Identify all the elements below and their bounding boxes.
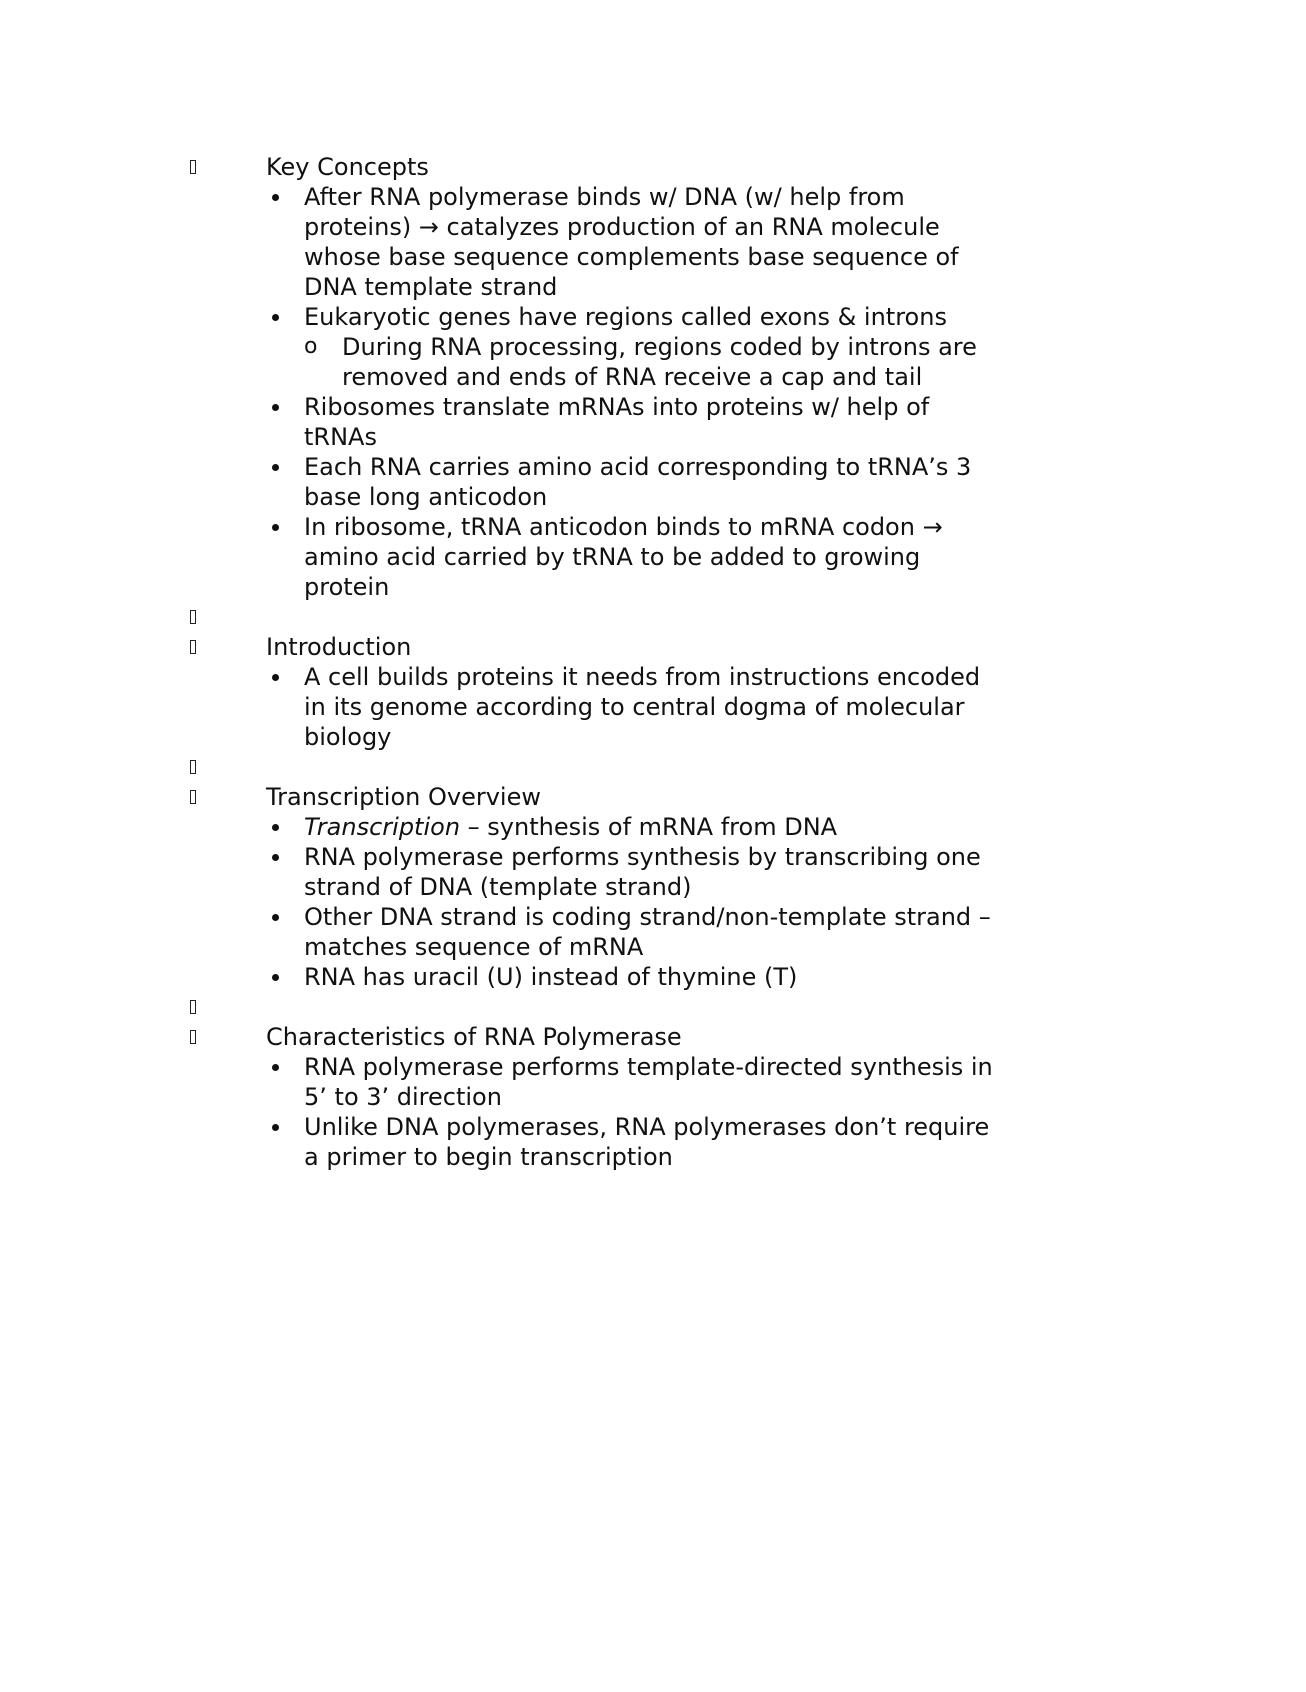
blank-line <box>190 752 1140 782</box>
list-item <box>190 812 994 842</box>
key-concepts-list <box>190 182 1140 602</box>
heading-text: Key Concepts <box>266 153 429 181</box>
list-item-text: In ribosome, tRNA anticodon binds to mRNA codon → amino acid carried by tRNA to be added to growing protein <box>304 513 943 601</box>
box-glyph-icon <box>190 610 196 624</box>
bullet-icon <box>272 1124 279 1131</box>
list-item <box>190 302 994 392</box>
bullet-icon <box>272 914 279 921</box>
list-item-text: Other DNA strand is coding strand/non-template strand – matches sequence of mRNA <box>304 903 991 961</box>
box-glyph-icon <box>190 640 196 654</box>
bullet-icon <box>272 194 279 201</box>
bullet-icon <box>272 974 279 981</box>
list-item-text: A cell builds proteins it needs from instructions encoded in its genome according to central dogma of molecular biology <box>304 663 981 751</box>
bullet-icon <box>272 824 279 831</box>
box-glyph-icon <box>190 790 196 804</box>
list-item <box>190 902 994 962</box>
heading-text: Introduction <box>266 633 412 661</box>
sub-list <box>304 332 994 392</box>
section-heading-key-concepts <box>190 152 1140 182</box>
sub-list-item-text: During RNA processing, regions coded by introns are removed and ends of RNA receive a cap and tail <box>342 333 977 391</box>
section-heading-characteristics <box>190 1022 1140 1052</box>
box-glyph-icon <box>190 160 196 174</box>
list-item-text: RNA polymerase performs template-directed synthesis in 5’ to 3’ direction <box>304 1053 993 1111</box>
list-item <box>190 1052 994 1112</box>
sub-bullet-marker: o <box>304 334 318 359</box>
list-item-text: RNA polymerase performs synthesis by transcribing one strand of DNA (template strand) <box>304 843 981 901</box>
list-item <box>190 962 994 992</box>
list-item <box>190 452 994 512</box>
list-item <box>190 392 994 452</box>
blank-line <box>190 602 1140 632</box>
list-item-text: RNA has uracil (U) instead of thymine (T) <box>304 963 798 991</box>
bullet-icon <box>272 404 279 411</box>
bullet-icon <box>272 1064 279 1071</box>
list-item <box>190 842 994 902</box>
list-item <box>190 182 994 302</box>
box-glyph-icon <box>190 1000 196 1014</box>
list-item <box>190 1112 994 1172</box>
list-item-text: Eukaryotic genes have regions called exons & introns <box>304 303 947 331</box>
bullet-icon <box>272 854 279 861</box>
transcription-overview-list <box>190 812 1140 992</box>
heading-text: Transcription Overview <box>266 783 541 811</box>
bullet-icon <box>272 674 279 681</box>
bullet-icon <box>272 524 279 531</box>
section-heading-introduction <box>190 632 1140 662</box>
list-item-text: Ribosomes translate mRNAs into proteins w/ help of tRNAs <box>304 393 930 451</box>
heading-text: Characteristics of RNA Polymerase <box>266 1023 682 1051</box>
bullet-icon <box>272 314 279 321</box>
introduction-list <box>190 662 1140 752</box>
notes-content <box>190 152 1140 1172</box>
list-item <box>190 662 994 752</box>
box-glyph-icon <box>190 760 196 774</box>
box-glyph-icon <box>190 1030 196 1044</box>
section-heading-transcription-overview <box>190 782 1140 812</box>
bullet-icon <box>272 464 279 471</box>
italic-term: Transcription <box>304 813 461 841</box>
list-item-text: Each RNA carries amino acid corresponding to tRNA’s 3 base long anticodon <box>304 453 972 511</box>
list-item-text: Unlike DNA polymerases, RNA polymerases don’t require a primer to begin transcription <box>304 1113 990 1171</box>
list-item-text: After RNA polymerase binds w/ DNA (w/ help from proteins) → catalyzes production of an RNA molecule whose base sequence complements base sequence of DNA template strand <box>304 183 959 301</box>
list-item <box>190 512 994 602</box>
list-item-text: – synthesis of mRNA from DNA <box>467 813 838 841</box>
characteristics-list <box>190 1052 1140 1172</box>
sub-list-item <box>266 332 1002 392</box>
blank-line <box>190 992 1140 1022</box>
